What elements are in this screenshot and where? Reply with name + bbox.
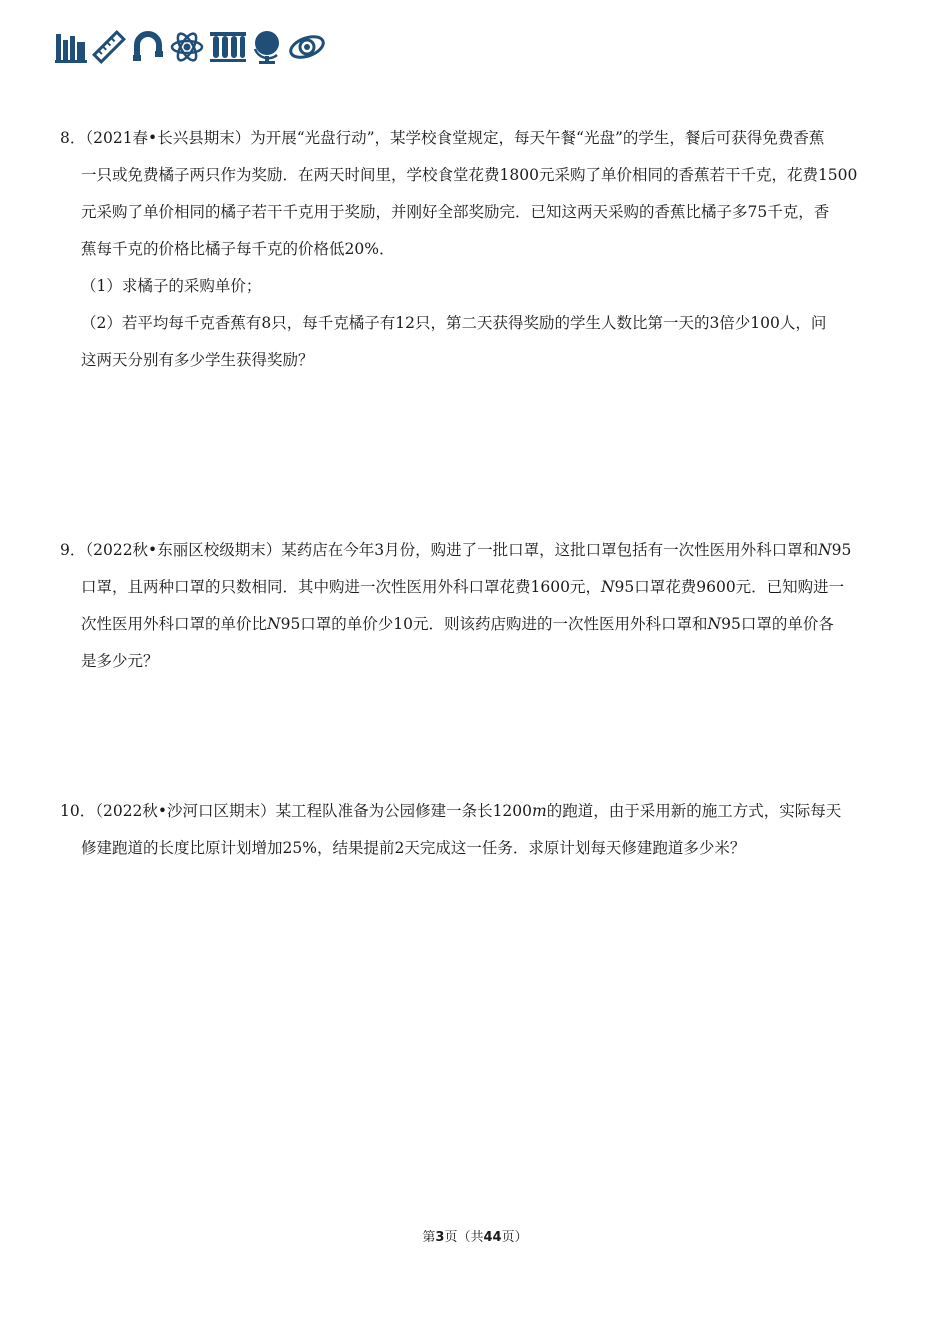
footer-suffix: 页） bbox=[501, 1230, 528, 1245]
problem-9-line-3-middle: 95口罩的单价少10元．则该药店购进的一次性医用外科口罩和 bbox=[280, 615, 708, 633]
problem-9-line-1-text: 9．（2022秋•东丽区校级期末）某药店在今年3月份，购进了一批口罩，这批口罩包括有一次性医用外科口罩和 bbox=[60, 541, 819, 559]
problem-9-line-2-tail: 95口罩花费9600元．已知购进一 bbox=[614, 578, 845, 596]
footer-middle: 页（共 bbox=[444, 1230, 484, 1245]
problem-8-sub-question-1: （1）求橘子的采购单价； bbox=[81, 277, 262, 295]
problem-8-line-1: 8．（2021春•长兴县期末）为开展“光盘行动”，某学校食堂规定，每天午餐“光盘”的学生，餐后可获得免费香蕉 bbox=[60, 129, 825, 147]
problem-9-line-1-tail: 95 bbox=[831, 541, 852, 559]
problem-9-line-3-tail: 95口罩的单价各 bbox=[721, 615, 834, 633]
problem-9 bbox=[60, 532, 895, 680]
variable-n: N bbox=[267, 615, 281, 633]
problem-8-line-4: 蕉每千克的价格比橘子每千克的价格低20%． bbox=[81, 240, 395, 258]
problem-10-line-1-text: 10．（2022秋•沙河口区期末）某工程队准备为公园修建一条长1200 bbox=[60, 802, 533, 820]
problem-8-line-2: 一只或免费橘子两只作为奖励．在两天时间里，学校食堂花费1800元采购了单价相同的香蕉若干千克，花费1500 bbox=[81, 166, 858, 184]
variable-n: N bbox=[707, 615, 722, 633]
problem-8-line-3: 元采购了单价相同的橘子若干千克用于奖励，并刚好全部奖励完．已知这两天采购的香蕉比橘子多75千克，香 bbox=[81, 203, 830, 221]
magnet-icon bbox=[131, 29, 165, 65]
problem-10 bbox=[60, 793, 895, 867]
problem-8 bbox=[60, 120, 895, 379]
problem-9-line-3-text: 次性医用外科口罩的单价比 bbox=[81, 615, 268, 633]
problem-10-line-1-tail: 的跑道，由于采用新的施工方式，实际每天 bbox=[546, 802, 842, 820]
total-pages: 44 bbox=[483, 1230, 502, 1245]
problem-10-line-2: 修建跑道的长度比原计划增加25%，结果提前2天完成这一任务．求原计划每天修建跑道多少米？ bbox=[81, 839, 746, 857]
globe-icon bbox=[251, 29, 283, 65]
current-page-number: 3 bbox=[435, 1230, 445, 1245]
variable-m: m bbox=[532, 802, 547, 820]
problem-10-line-1 bbox=[60, 793, 895, 830]
test-tubes-icon bbox=[209, 29, 247, 65]
problem-9-line-3 bbox=[60, 606, 895, 643]
planet-icon bbox=[287, 29, 327, 65]
page-footer bbox=[0, 1226, 950, 1245]
problem-8-sub-question-2-line-2: 这两天分别有多少学生获得奖励？ bbox=[81, 351, 314, 369]
ruler-icon bbox=[91, 29, 127, 65]
problem-9-line-4: 是多少元？ bbox=[81, 652, 159, 670]
problem-8-sub-question-2-line-1: （2）若平均每千克香蕉有8只，每千克橘子有12只，第二天获得奖励的学生人数比第一天的3倍少100人，问 bbox=[81, 314, 827, 332]
header-logo-strip bbox=[55, 28, 327, 66]
problem-9-line-1 bbox=[60, 532, 895, 569]
atom-icon bbox=[169, 29, 205, 65]
variable-n: N bbox=[600, 578, 615, 596]
footer-prefix: 第 bbox=[422, 1230, 436, 1245]
problem-9-line-2 bbox=[60, 569, 895, 606]
variable-n: N bbox=[818, 541, 832, 559]
problem-9-line-2-text: 口罩，且两种口罩的只数相同．其中购进一次性医用外科口罩花费1600元， bbox=[81, 578, 601, 596]
books-icon bbox=[55, 30, 87, 64]
